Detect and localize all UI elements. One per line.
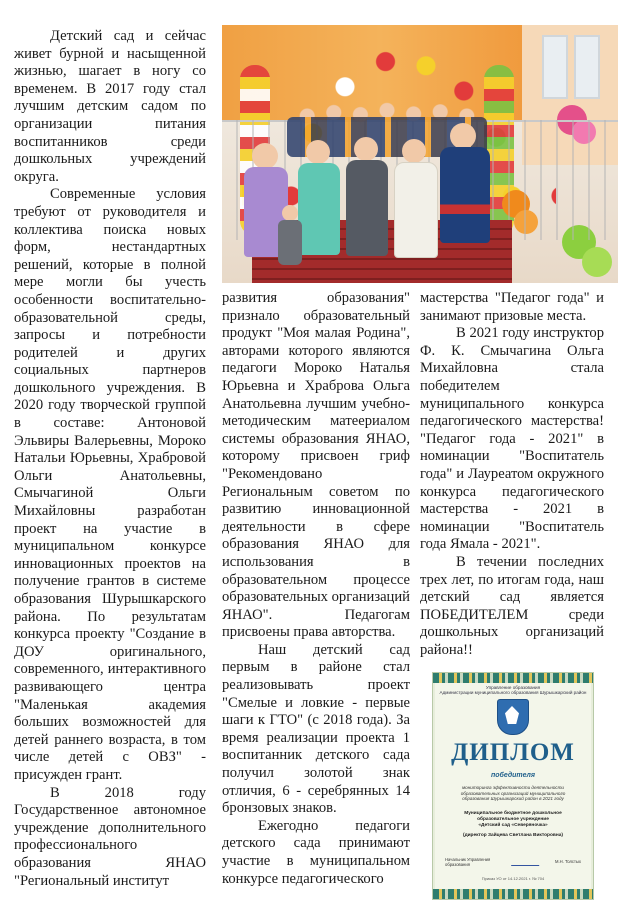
diploma-signatory: Начальник Управления образования [445, 857, 491, 867]
paragraph: Современные условия требуют от руководителя и коллектива поиска новых форм, нестандартных решений, которые в полной мере могли бы учесть особенности воспитательно-образовательной среды, запросы и потребности родителей и других социальных партнеров дошкольного учреждения. В 2020 году творческой группой в составе: Антоновой Эльвиры Валерьевны, Мороко Натальи Юрьевны, Храбровой Ольги Анатольевны, Смычагиной Ольги Михайловны разработан проект на участие в муниципальном конкурсе инновационных проектов на получение грантов в системе образования Шурышкарского района. По результатам конкурса проекту "Создание в ДОУ оригинального, современного, интерактивного развивающего центра "Маленькая академия больших возможностей для детей раннего возраста, в том числе детей с ОВЗ" - присужден грант. [14, 186, 206, 783]
diploma-header: Управление образования Администрации муниципального образования Шурышкарский район [439, 685, 587, 696]
text-column-2 [222, 290, 410, 888]
text-column-1 [14, 28, 206, 890]
paragraph: В течении последних трех лет, по итогам года, наш детский сад является ПОБЕДИТЕЛЕМ среди дошкольных организаций района!! [420, 553, 604, 658]
coat-of-arms-icon [497, 699, 529, 735]
paragraph: Наш детский сад первым в районе стал реализовывать проект "Смелые и ловкие - первые шаги к ГТО" (с 2018 года). За время реализации проекта 1 воспитанник детского сада получил золотой знак отличия, 6 - серебрянных 14 бронзовых знаков. [222, 641, 410, 817]
paragraph: Ежегодно педагоги детского сада принимают участие в муниципальном конкурсе педагогического [222, 817, 410, 887]
diploma-subtitle: победителя [490, 772, 536, 779]
diploma-order: Приказ УО от 14.12.2021 г. № 704 [481, 876, 545, 881]
ornament-border [433, 889, 593, 899]
diploma-signature-name: М.Н. Толстых [554, 859, 581, 864]
diploma-image [432, 672, 594, 900]
diploma-recipient: Муниципальное бюджетное дошкольное образовательное учреждение «Детский сад «Северяночка» [464, 811, 562, 828]
paragraph: В 2021 году инструктор Ф. К. Смычагина Ольга Михайловна стала победителем муниципального конкурса педагогического мастерства! "Педагог года - 2021" в номинации "Воспитатель года" и Лауреатом окружного конкурса педагогического мастерства - 2021 в номинации "Воспитатель года Ямала - 2021". [420, 325, 604, 553]
paragraph: Детский сад и сейчас живет бурной и насыщенной жизнью, шагает в ногу со временем. В 2017 году стал лучшим детским садом по организации питания воспитанников среди дошкольных учреждений округа. [14, 28, 206, 185]
diploma-description: мониторинга эффективности деятельности образовательных организаций муниципального образования Шурышкарский район в 2021 году [460, 785, 566, 802]
paragraph: мастерства "Педагог года" и занимают призовые места. [420, 290, 604, 324]
staff-group-photo [222, 25, 618, 283]
ornament-border [433, 673, 593, 683]
text-column-3 [420, 290, 604, 659]
signature-icon [511, 855, 543, 866]
diploma-title: ДИПЛОМ [451, 739, 575, 766]
diploma-director: (директор Зайцева Светлана Викторовна) [462, 833, 564, 838]
paragraph: развития образования" признало образовательный продукт "Моя малая Родина", авторами которого являются педагоги Мороко Наталья Юрьевна и Храброва Ольга Анатольевна лучшим учебно-методическим матеериалом системы образования ЯНАО, которому присвоен гриф "Рекомендовано Региональным советом по развитию инновационной деятельности в сфере образования ЯНАО для использования в образовательном процессе образовательных организаций ЯНАО". Педагогам присвоены права авторства. [222, 290, 410, 641]
paragraph: В 2018 году Государственное автономное учреждение дополнительного профессионального образования ЯНАО "Региональный институт [14, 784, 206, 889]
